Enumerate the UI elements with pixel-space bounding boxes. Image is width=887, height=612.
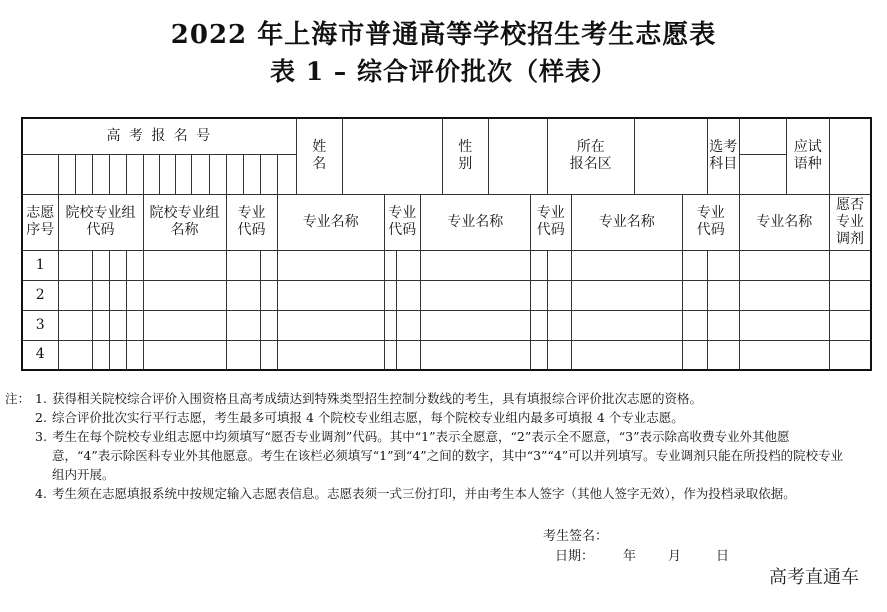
exam-digit-2[interactable] [58, 154, 75, 194]
group-code-box[interactable] [109, 340, 126, 370]
major-code-box[interactable] [384, 310, 396, 340]
name-label [296, 118, 342, 194]
exam-digit-6[interactable] [126, 154, 143, 194]
gender-label-line-2: 别 [458, 156, 473, 173]
major-name-cell[interactable] [739, 250, 829, 280]
major-code-header-1-line-2: 代码 [237, 222, 266, 238]
adjust-cell[interactable] [829, 280, 871, 310]
group-code-box[interactable] [58, 310, 92, 340]
note-text: 综合评价批次实行平行志愿，考生最多可填报 4 个院校专业组志愿，每个院校专业组内最多可填报 4 个专业志愿。 [52, 410, 684, 425]
group-name-cell[interactable] [143, 280, 226, 310]
exam-digit-8[interactable] [159, 154, 175, 194]
major-code-box[interactable] [547, 310, 571, 340]
table-row [22, 280, 871, 310]
major-name-cell[interactable] [571, 250, 682, 280]
major-name-cell[interactable] [739, 280, 829, 310]
date-line [555, 545, 729, 564]
signature-label: 考生签名： [543, 529, 609, 544]
region-label-line-1: 所在 [576, 139, 605, 156]
note-text: 考生在每个院校专业组志愿中均须填写“愿否专业调剂”代码。其中“1”表示全愿意，“2”表示全不愿意，“3”表示除高收费专业外其他愿意，“4”表示除医科专业外其他愿意。考生在该栏必须填写“1”到“4”之间的数字，其中“3”“4”可以并列填写。专业调剂只能在所投档的院校专业组内开展。 [52, 429, 844, 482]
note-item [4, 389, 844, 408]
language-label-line-2: 语种 [793, 156, 822, 173]
note-item [4, 408, 844, 427]
group-code-header-line-2: 代码 [86, 222, 115, 238]
major-name-cell[interactable] [277, 250, 384, 280]
gender-label-line-1: 性 [458, 139, 473, 156]
group-code-box[interactable] [126, 310, 143, 340]
major-name-cell[interactable] [571, 280, 682, 310]
seq-header-line-2: 序号 [26, 222, 55, 238]
major-code-box[interactable] [260, 250, 277, 280]
exam-digit-1[interactable] [22, 154, 58, 194]
exam-digit-5[interactable] [109, 154, 126, 194]
major-code-box[interactable] [396, 280, 420, 310]
major-code-header-4-line-1: 专业 [696, 205, 725, 221]
group-code-box[interactable] [58, 280, 92, 310]
subjects-label-line-2: 科目 [709, 156, 738, 173]
note-text: 考生须在志愿填报系统中按规定输入志愿表信息。志愿表须一式三份打印，并由考生本人签字（其他人签字无效），作为投档录取依据。 [52, 486, 796, 501]
name-label-line-2: 名 [312, 156, 327, 173]
major-name-cell[interactable] [277, 280, 384, 310]
major-code-box[interactable] [384, 280, 396, 310]
group-code-box[interactable] [109, 310, 126, 340]
major-code-box[interactable] [260, 340, 277, 370]
major-name-cell[interactable] [739, 310, 829, 340]
major-code-header-4 [682, 194, 739, 250]
volunteer-form-table [21, 117, 872, 371]
group-code-box[interactable] [92, 280, 109, 310]
major-name-cell[interactable] [277, 310, 384, 340]
major-name-header-3: 专业名称 [571, 194, 682, 250]
exam-digit-12[interactable] [226, 154, 243, 194]
major-code-box[interactable] [260, 280, 277, 310]
group-name-header-line-1: 院校专业组 [149, 205, 220, 221]
exam-digit-3[interactable] [75, 154, 92, 194]
major-code-box[interactable] [707, 310, 739, 340]
major-name-cell[interactable] [571, 310, 682, 340]
name-field[interactable] [342, 118, 442, 194]
note-number: 2. [35, 410, 47, 425]
adjust-header-line-1: 愿否 [835, 196, 864, 213]
major-code-header-2 [384, 194, 420, 250]
major-code-box[interactable] [707, 340, 739, 370]
exam-digit-15[interactable] [277, 154, 296, 194]
major-code-header-3-line-2: 代码 [536, 222, 565, 238]
seq-header-line-1: 志愿 [26, 205, 55, 221]
group-code-box[interactable] [126, 250, 143, 280]
note-number: 4. [35, 486, 47, 501]
note-number: 1. [35, 391, 47, 406]
major-code-box[interactable] [707, 280, 739, 310]
region-field[interactable] [634, 118, 707, 194]
adjust-header-line-3: 调剂 [835, 230, 864, 247]
note-item [4, 427, 844, 484]
subject-field-1[interactable] [739, 118, 786, 154]
major-code-box[interactable] [530, 280, 547, 310]
seq-header [22, 194, 58, 250]
exam-digit-7[interactable] [143, 154, 159, 194]
subjects-label [707, 118, 739, 194]
notes-prefix: 注： [4, 391, 30, 406]
group-code-box[interactable] [92, 310, 109, 340]
major-code-box[interactable] [226, 250, 260, 280]
note-item [4, 484, 844, 503]
gender-label [442, 118, 488, 194]
adjust-header-line-2: 专业 [835, 213, 864, 230]
major-code-box[interactable] [226, 310, 260, 340]
major-code-box[interactable] [682, 280, 707, 310]
major-name-header-4: 专业名称 [739, 194, 829, 250]
major-code-header-3 [530, 194, 571, 250]
region-label-line-2: 报名区 [569, 156, 612, 173]
table-row [22, 340, 871, 370]
group-code-box[interactable] [109, 250, 126, 280]
major-code-box[interactable] [260, 310, 277, 340]
major-code-box[interactable] [547, 250, 571, 280]
date-month: 月 [668, 549, 682, 564]
language-label-line-1: 应试 [793, 139, 822, 156]
note-number: 3. [35, 429, 47, 444]
major-code-header-2-line-2: 代码 [388, 222, 417, 238]
adjust-header [829, 194, 871, 250]
major-code-box[interactable] [547, 340, 571, 370]
date-label: 日期： [555, 549, 595, 564]
group-name-header-line-2: 名称 [170, 222, 199, 238]
major-code-header-4-line-2: 代码 [696, 222, 725, 238]
group-code-box[interactable] [126, 280, 143, 310]
seq-cell: 3 [22, 310, 58, 340]
major-name-cell[interactable] [420, 280, 530, 310]
exam-digit-14[interactable] [260, 154, 277, 194]
major-code-box[interactable] [384, 250, 396, 280]
major-code-box[interactable] [226, 280, 260, 310]
major-code-header-1 [226, 194, 277, 250]
group-code-box[interactable] [58, 340, 92, 370]
language-field[interactable] [829, 118, 871, 194]
exam-digit-4[interactable] [92, 154, 109, 194]
exam-digit-11[interactable] [209, 154, 226, 194]
group-code-box[interactable] [126, 340, 143, 370]
major-code-box[interactable] [530, 310, 547, 340]
major-name-cell[interactable] [420, 310, 530, 340]
adjust-cell[interactable] [829, 250, 871, 280]
group-name-cell[interactable] [143, 310, 226, 340]
adjust-cell[interactable] [829, 310, 871, 340]
form-title: 2022 年上海市普通高等学校招生考生志愿表 [170, 20, 717, 50]
major-code-box[interactable] [384, 340, 396, 370]
major-code-box[interactable] [547, 280, 571, 310]
exam-number-label: 高 考 报 名 号 [22, 118, 296, 154]
major-code-box[interactable] [530, 250, 547, 280]
major-code-box[interactable] [396, 340, 420, 370]
exam-digit-13[interactable] [243, 154, 260, 194]
group-code-box[interactable] [109, 280, 126, 310]
group-code-box[interactable] [92, 250, 109, 280]
exam-digit-10[interactable] [191, 154, 209, 194]
table-row [22, 310, 871, 340]
language-label [786, 118, 829, 194]
adjust-cell[interactable] [829, 340, 871, 370]
major-code-box[interactable] [396, 250, 420, 280]
major-code-box[interactable] [530, 340, 547, 370]
major-code-box[interactable] [707, 250, 739, 280]
group-name-cell[interactable] [143, 250, 226, 280]
name-label-line-1: 姓 [312, 139, 327, 156]
major-code-header-1-line-1: 专业 [237, 205, 266, 221]
subjects-label-line-1: 选考 [709, 139, 738, 156]
major-name-cell[interactable] [420, 250, 530, 280]
major-name-header-2: 专业名称 [420, 194, 530, 250]
major-code-box[interactable] [682, 250, 707, 280]
subject-field-2[interactable] [739, 154, 786, 194]
group-code-header-line-1: 院校专业组 [65, 205, 136, 221]
date-day: 日 [716, 549, 730, 564]
group-code-box[interactable] [58, 250, 92, 280]
notes-section [4, 389, 844, 503]
note-text: 获得相关院校综合评价入围资格且高考成绩达到特殊类型招生控制分数线的考生，具有填报综合评价批次志愿的资格。 [52, 391, 703, 406]
major-code-header-2-line-1: 专业 [388, 205, 417, 221]
group-name-header [143, 194, 226, 250]
major-code-box[interactable] [682, 340, 707, 370]
major-code-box[interactable] [226, 340, 260, 370]
major-name-header-1: 专业名称 [277, 194, 384, 250]
seq-cell: 4 [22, 340, 58, 370]
date-year: 年 [623, 549, 637, 564]
seq-cell: 1 [22, 250, 58, 280]
group-name-cell[interactable] [143, 340, 226, 370]
major-code-box[interactable] [396, 310, 420, 340]
watermark-text: 高考直通车 [769, 567, 859, 588]
group-code-header [58, 194, 143, 250]
form-subtitle: 表 1 – 综合评价批次（样表） [269, 57, 617, 86]
major-name-cell[interactable] [420, 340, 530, 370]
exam-digit-9[interactable] [175, 154, 191, 194]
seq-cell: 2 [22, 280, 58, 310]
major-name-cell[interactable] [571, 340, 682, 370]
group-code-box[interactable] [92, 340, 109, 370]
major-name-cell[interactable] [739, 340, 829, 370]
major-name-cell[interactable] [277, 340, 384, 370]
major-code-box[interactable] [682, 310, 707, 340]
region-label [547, 118, 634, 194]
table-row [22, 250, 871, 280]
gender-field[interactable] [488, 118, 547, 194]
major-code-header-3-line-1: 专业 [536, 205, 565, 221]
